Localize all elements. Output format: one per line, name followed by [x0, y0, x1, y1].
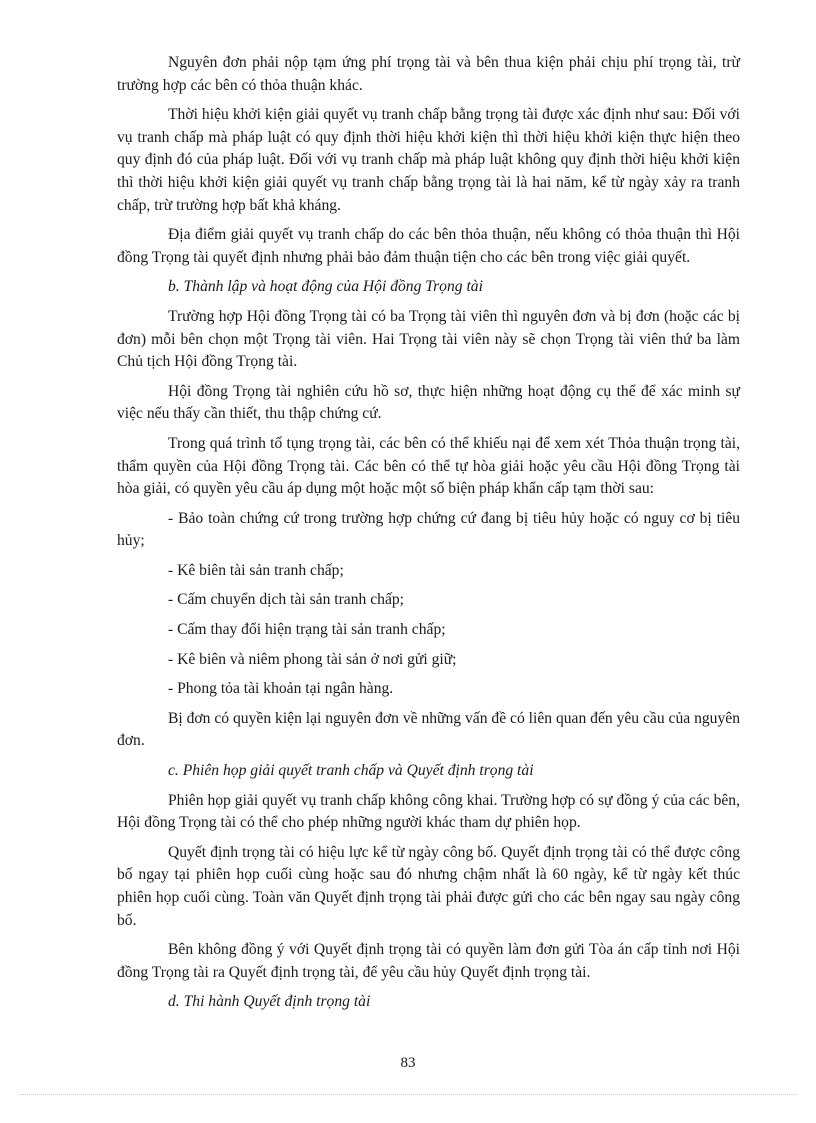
paragraph: Trong quá trình tố tụng trọng tài, các bên có thể khiếu nại để xem xét Thỏa thuận trọng tài, thẩm quyền của Hội đồng Trọng tài. Các bên có thể tự hòa giải hoặc yêu cầu Hội đồng Trọng tài hòa giải, có quyền yêu cầu áp dụng một hoặc một số biện pháp khẩn cấp tạm thời sau:	[117, 434, 740, 498]
paragraph: Nguyên đơn phải nộp tạm ứng phí trọng tài và bên thua kiện phải chịu phí trọng tài, trừ trường hợp các bên có thỏa thuận khác.	[117, 54, 740, 94]
page-body	[117, 52, 740, 1021]
page-number: 83	[400, 1055, 416, 1071]
section-heading-d: d. Thi hành Quyết định trọng tài	[168, 993, 371, 1011]
paragraph: Trường hợp Hội đồng Trọng tài có ba Trọng tài viên thì nguyên đơn và bị đơn (hoặc các bị đơn) mỗi bên chọn một Trọng tài viên. Hai Trọng tài viên này sẽ chọn Trọng tài viên thứ ba làm Chủ tịch Hội đồng Trọng tài.	[117, 307, 740, 371]
list-item: - Phong tỏa tài khoản tại ngân hàng.	[168, 680, 394, 698]
page-bottom-divider	[20, 1094, 796, 1095]
paragraph: Thời hiệu khởi kiện giải quyết vụ tranh chấp bằng trọng tài được xác định như sau: Đối với vụ tranh chấp mà pháp luật có quy định thời hiệu khởi kiện thì thời hiệu khởi kiện thực hiện theo quy định đó của pháp luật. Đối với vụ tranh chấp mà pháp luật không quy định thời hiệu khởi kiện thì thời hiệu khởi kiện giải quyết vụ tranh chấp bằng trọng tài là hai năm, kể từ ngày xảy ra tranh chấp, trừ trường hợp bất khả kháng.	[117, 106, 740, 214]
paragraph: Bên không đồng ý với Quyết định trọng tài có quyền làm đơn gửi Tòa án cấp tỉnh nơi Hội đồng Trọng tài ra Quyết định trọng tài, để yêu cầu hủy Quyết định trọng tài.	[117, 941, 740, 981]
paragraph: Địa điểm giải quyết vụ tranh chấp do các bên thỏa thuận, nếu không có thỏa thuận thì Hội đồng Trọng tài quyết định nhưng phải bảo đảm thuận tiện cho các bên trong việc giải quyết.	[117, 226, 740, 266]
section-heading-b: b. Thành lập và hoạt động của Hội đồng Trọng tài	[168, 278, 483, 296]
list-item: - Kê biên tài sản tranh chấp;	[168, 561, 344, 579]
list-item: - Cấm chuyển dịch tài sản tranh chấp;	[168, 591, 404, 609]
paragraph: Quyết định trọng tài có hiệu lực kể từ ngày công bố. Quyết định trọng tài có thể được công bố ngay tại phiên họp cuối cùng hoặc sau đó nhưng chậm nhất là 60 ngày, kể từ ngày kết thúc phiên họp cuối cùng. Toàn văn Quyết định trọng tài phải được gửi cho các bên ngay sau ngày công bố.	[117, 843, 740, 929]
list-item: - Bảo toàn chứng cứ trong trường hợp chứng cứ đang bị tiêu hủy hoặc có nguy cơ bị tiêu hủy;	[117, 509, 740, 550]
paragraph: Hội đồng Trọng tài nghiên cứu hồ sơ, thực hiện những hoạt động cụ thể để xác minh sự việc nếu thấy cần thiết, thu thập chứng cứ.	[117, 382, 740, 423]
section-heading-c: c. Phiên họp giải quyết tranh chấp và Quyết định trọng tài	[168, 762, 534, 780]
paragraph: Phiên họp giải quyết vụ tranh chấp không công khai. Trường hợp có sự đồng ý của các bên, Hội đồng Trọng tài có thể cho phép những người khác tham dự phiên họp.	[117, 791, 740, 832]
list-item: - Kê biên và niêm phong tài sản ở nơi gửi giữ;	[168, 650, 457, 668]
list-item: - Cấm thay đổi hiện trạng tài sản tranh chấp;	[168, 621, 446, 639]
paragraph: Bị đơn có quyền kiện lại nguyên đơn về những vấn đề có liên quan đến yêu cầu của nguyên đơn.	[117, 709, 740, 750]
